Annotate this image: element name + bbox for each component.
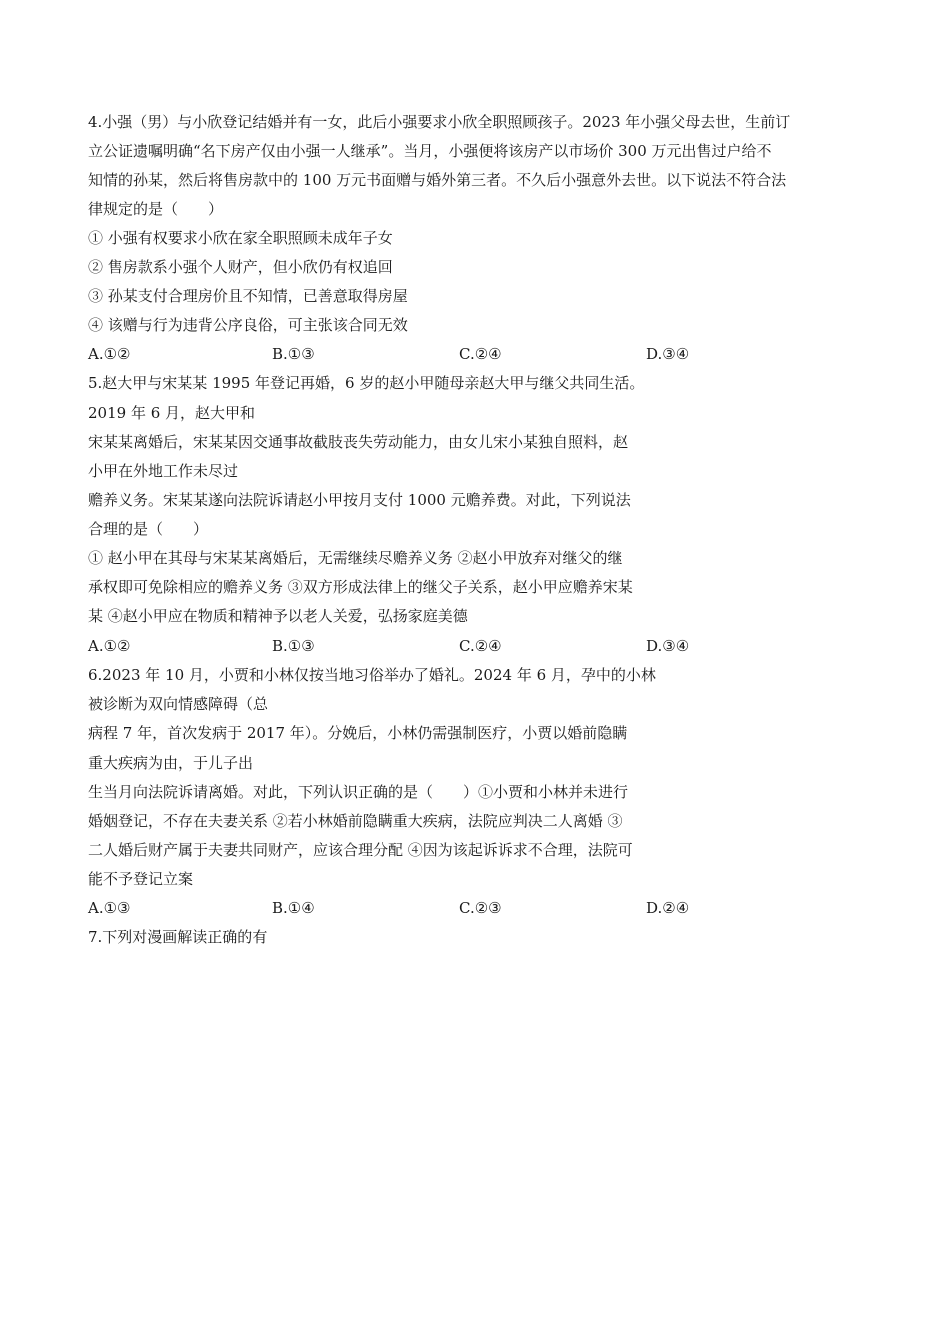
question-text-line: 知情的孙某，然后将售房款中的 100 万元书面赠与婚外第三者。不久后小强意外去世。以下说法不符合法 (88, 171, 787, 189)
option-c: C.②④ (459, 345, 502, 363)
statement-line: ① 赵小甲在其母与宋某某离婚后，无需继续尽赡养义务 ②赵小甲放弃对继父的继 (88, 549, 623, 567)
option-c: C.②④ (459, 637, 502, 655)
option-b: B.①③ (272, 637, 315, 655)
question-text-line: 2019 年 6 月，赵大甲和 (88, 404, 256, 422)
question-text-line: 重大疾病为由，于儿子出 (88, 754, 254, 772)
option-b: B.①④ (272, 899, 315, 917)
option-a: A.①② (88, 637, 131, 655)
question-text-line: 被诊断为双向情感障碍（总 (88, 695, 269, 713)
question-text-line: 赡养义务。宋某某遂向法院诉请赵小甲按月支付 1000 元赡养费。对此，下列说法 (88, 491, 631, 509)
statement-3: ③ 孙某支付合理房价且不知情，已善意取得房屋 (88, 287, 408, 305)
statement-1: ① 小强有权要求小欣在家全职照顾未成年子女 (88, 229, 393, 247)
question-text-line: 6.2023 年 10 月，小贾和小林仅按当地习俗举办了婚礼。2024 年 6 月，孕中的小林 (88, 666, 656, 684)
option-b: B.①③ (272, 345, 315, 363)
question-text-line: 宋某某离婚后，宋某某因交通事故截肢丧失劳动能力，由女儿宋小某独自照料，赵 (88, 433, 629, 451)
option-a: A.①③ (88, 899, 131, 917)
statement-line: 二人婚后财产属于夫妻共同财产，应该合理分配 ④因为该起诉诉求不合理，法院可 (88, 841, 633, 859)
statement-line: 承权即可免除相应的赡养义务 ③双方形成法律上的继父子关系，赵小甲应赡养宋某 (88, 578, 633, 596)
question-text-line: 合理的是（ ） (88, 520, 209, 538)
option-d: D.③④ (646, 345, 690, 363)
question-text-line: 4.小强（男）与小欣登记结婚并有一女，此后小强要求小欣全职照顾孩子。2023 年小强父母去世，生前订 (88, 113, 791, 131)
option-c: C.②③ (459, 899, 502, 917)
question-text-line: 律规定的是（ ） (88, 200, 224, 218)
option-a: A.①② (88, 345, 131, 363)
statement-line: 婚姻登记，不存在夫妻关系 ②若小林婚前隐瞒重大疾病，法院应判决二人离婚 ③ (88, 812, 623, 830)
question-text-line: 7.下列对漫画解读正确的有 (88, 928, 268, 946)
question-text-line: 生当月向法院诉请离婚。对此，下列认识正确的是（ ）①小贾和小林并未进行 (88, 783, 629, 801)
question-text-line: 病程 7 年，首次发病于 2017 年）。分娩后，小林仍需强制医疗，小贾以婚前隐瞒 (88, 724, 628, 742)
question-text-line: 5.赵大甲与宋某某 1995 年登记再婚，6 岁的赵小甲随母亲赵大甲与继父共同生活。 (88, 374, 645, 392)
statement-4: ④ 该赠与行为违背公序良俗，可主张该合同无效 (88, 316, 408, 334)
statement-line: 能不予登记立案 (88, 870, 194, 888)
option-d: D.②④ (646, 899, 690, 917)
question-text-line: 立公证遗嘱明确“名下房产仅由小强一人继承”。当月，小强便将该房产以市场价 300 万元出售过户给不 (88, 142, 772, 160)
statement-line: 某 ④赵小甲应在物质和精神予以老人关爱，弘扬家庭美德 (88, 607, 468, 625)
question-text-line: 小甲在外地工作未尽过 (88, 462, 239, 480)
statement-2: ② 售房款系小强个人财产，但小欣仍有权追回 (88, 258, 393, 276)
option-d: D.③④ (646, 637, 690, 655)
